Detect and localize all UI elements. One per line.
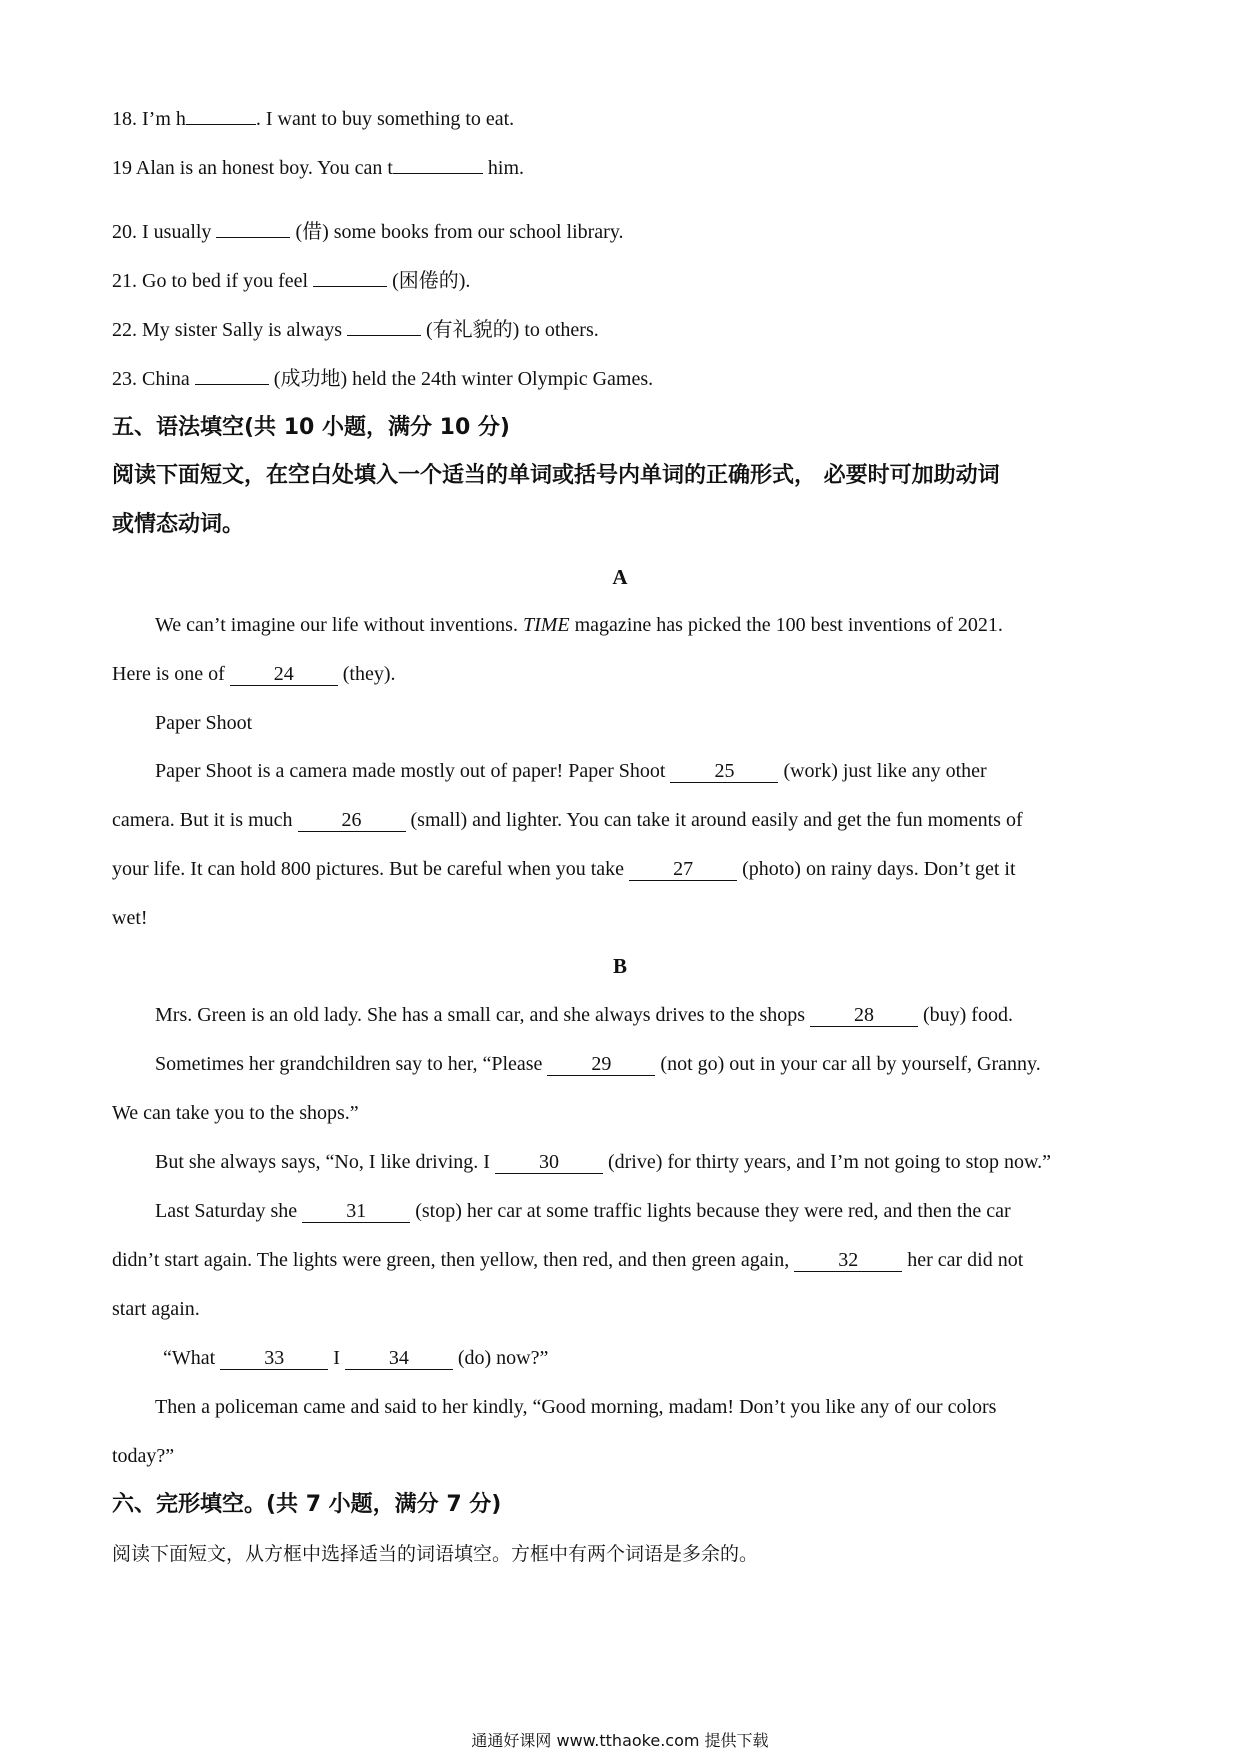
item-text: 21. Go to bed if you feel	[112, 270, 314, 292]
blank-32[interactable]: 32	[794, 1249, 902, 1272]
blank-28[interactable]: 28	[810, 1004, 918, 1027]
passage-b-label: B	[612, 954, 627, 978]
item-text: him.	[482, 157, 525, 179]
passage-b-line: Last Saturday she 31 (stop) her car at some traffic lights because they were red, and then the car	[155, 1200, 1011, 1222]
fill-item-22	[112, 317, 599, 343]
item-text: . I want to buy something to eat.	[255, 108, 515, 130]
passage-b-line: Sometimes her grandchildren say to her, “Please 29 (not go) out in your car all by yourself, Granny.	[155, 1053, 1041, 1075]
section-5-instruction: 阅读下面短文，在空白处填入一个适当的单词或括号内单词的正确形式， 必要时可加助动词	[112, 463, 1000, 488]
passage-b-line: Then a policeman came and said to her kindly, “Good morning, madam! Don’t you like any of our colors	[155, 1396, 997, 1418]
passage-a-line: camera. But it is much 26 (small) and lighter. You can take it around easily and get the fun moments of	[112, 809, 1023, 831]
fill-item-19	[112, 155, 524, 181]
fill-item-20	[112, 219, 624, 245]
fill-item-18	[112, 106, 514, 132]
item-text: (困倦的).	[387, 270, 471, 292]
item-text: 20. I usually	[112, 221, 217, 243]
passage-b-line: But she always says, “No, I like driving. I 30 (drive) for thirty years, and I’m not going to stop now.”	[155, 1151, 1051, 1173]
blank-30[interactable]: 30	[495, 1151, 603, 1174]
fill-item-21	[112, 268, 470, 294]
section-5-instruction-cont: 或情态动词。	[112, 512, 245, 537]
blank-33[interactable]: 33	[220, 1347, 328, 1370]
passage-a-line: Here is one of 24 (they).	[112, 663, 396, 685]
passage-a-line: your life. It can hold 800 pictures. But be careful when you take 27 (photo) on rainy days. Don’t get it	[112, 858, 1016, 880]
blank-18[interactable]	[186, 124, 256, 125]
passage-a-title: Paper Shoot	[155, 712, 253, 734]
blank-21[interactable]	[313, 286, 387, 287]
section-6-heading: 六、完形填空。(共 7 小题，满分 7 分)	[112, 1492, 502, 1517]
blank-34[interactable]: 34	[345, 1347, 453, 1370]
blank-27[interactable]: 27	[629, 858, 737, 881]
passage-b-line: We can take you to the shops.”	[112, 1102, 359, 1124]
blank-25[interactable]: 25	[670, 760, 778, 783]
blank-19[interactable]	[393, 173, 483, 174]
page-footer: 通通好课网 www.tthaoke.com 提供下载	[471, 1731, 769, 1750]
blank-23[interactable]	[195, 384, 269, 385]
passage-b-line: “What 33 I 34 (do) now?”	[163, 1347, 549, 1369]
item-text: 22. My sister Sally is always	[112, 319, 347, 341]
passage-b-line: start again.	[112, 1298, 200, 1320]
passage-a-label: A	[612, 565, 628, 589]
item-text: 23. China	[112, 368, 195, 390]
item-text: (有礼貌的) to others.	[421, 319, 599, 341]
item-text: (成功地) held the 24th winter Olympic Games.	[268, 368, 654, 390]
blank-20[interactable]	[216, 237, 290, 238]
passage-a-line: We can’t imagine our life without inventions. TIME magazine has picked the 100 best inventions of 2021.	[155, 614, 1003, 636]
item-text: 18. I’m h	[112, 108, 186, 130]
blank-24[interactable]: 24	[230, 663, 338, 686]
passage-a-line: Paper Shoot is a camera made mostly out of paper! Paper Shoot 25 (work) just like any other	[155, 760, 987, 782]
blank-29[interactable]: 29	[547, 1053, 655, 1076]
blank-22[interactable]	[347, 335, 421, 336]
passage-a-line: wet!	[112, 907, 148, 929]
section-6-instruction: 阅读下面短文，从方框中选择适当的词语填空。方框中有两个词语是多余的。	[112, 1543, 759, 1565]
item-text: (借) some books from our school library.	[290, 221, 624, 243]
blank-26[interactable]: 26	[298, 809, 406, 832]
passage-b-line: Mrs. Green is an old lady. She has a small car, and she always drives to the shops 28 (buy) food.	[155, 1004, 1013, 1026]
fill-item-23	[112, 366, 653, 392]
passage-b-line: didn’t start again. The lights were green, then yellow, then red, and then green again, 32 her car did not	[112, 1249, 1024, 1271]
item-text: 19 Alan is an honest boy. You can t	[112, 157, 393, 179]
blank-31[interactable]: 31	[302, 1200, 410, 1223]
passage-b-line: today?”	[112, 1445, 175, 1467]
section-5-heading: 五、语法填空(共 10 小题，满分 10 分)	[112, 415, 510, 440]
